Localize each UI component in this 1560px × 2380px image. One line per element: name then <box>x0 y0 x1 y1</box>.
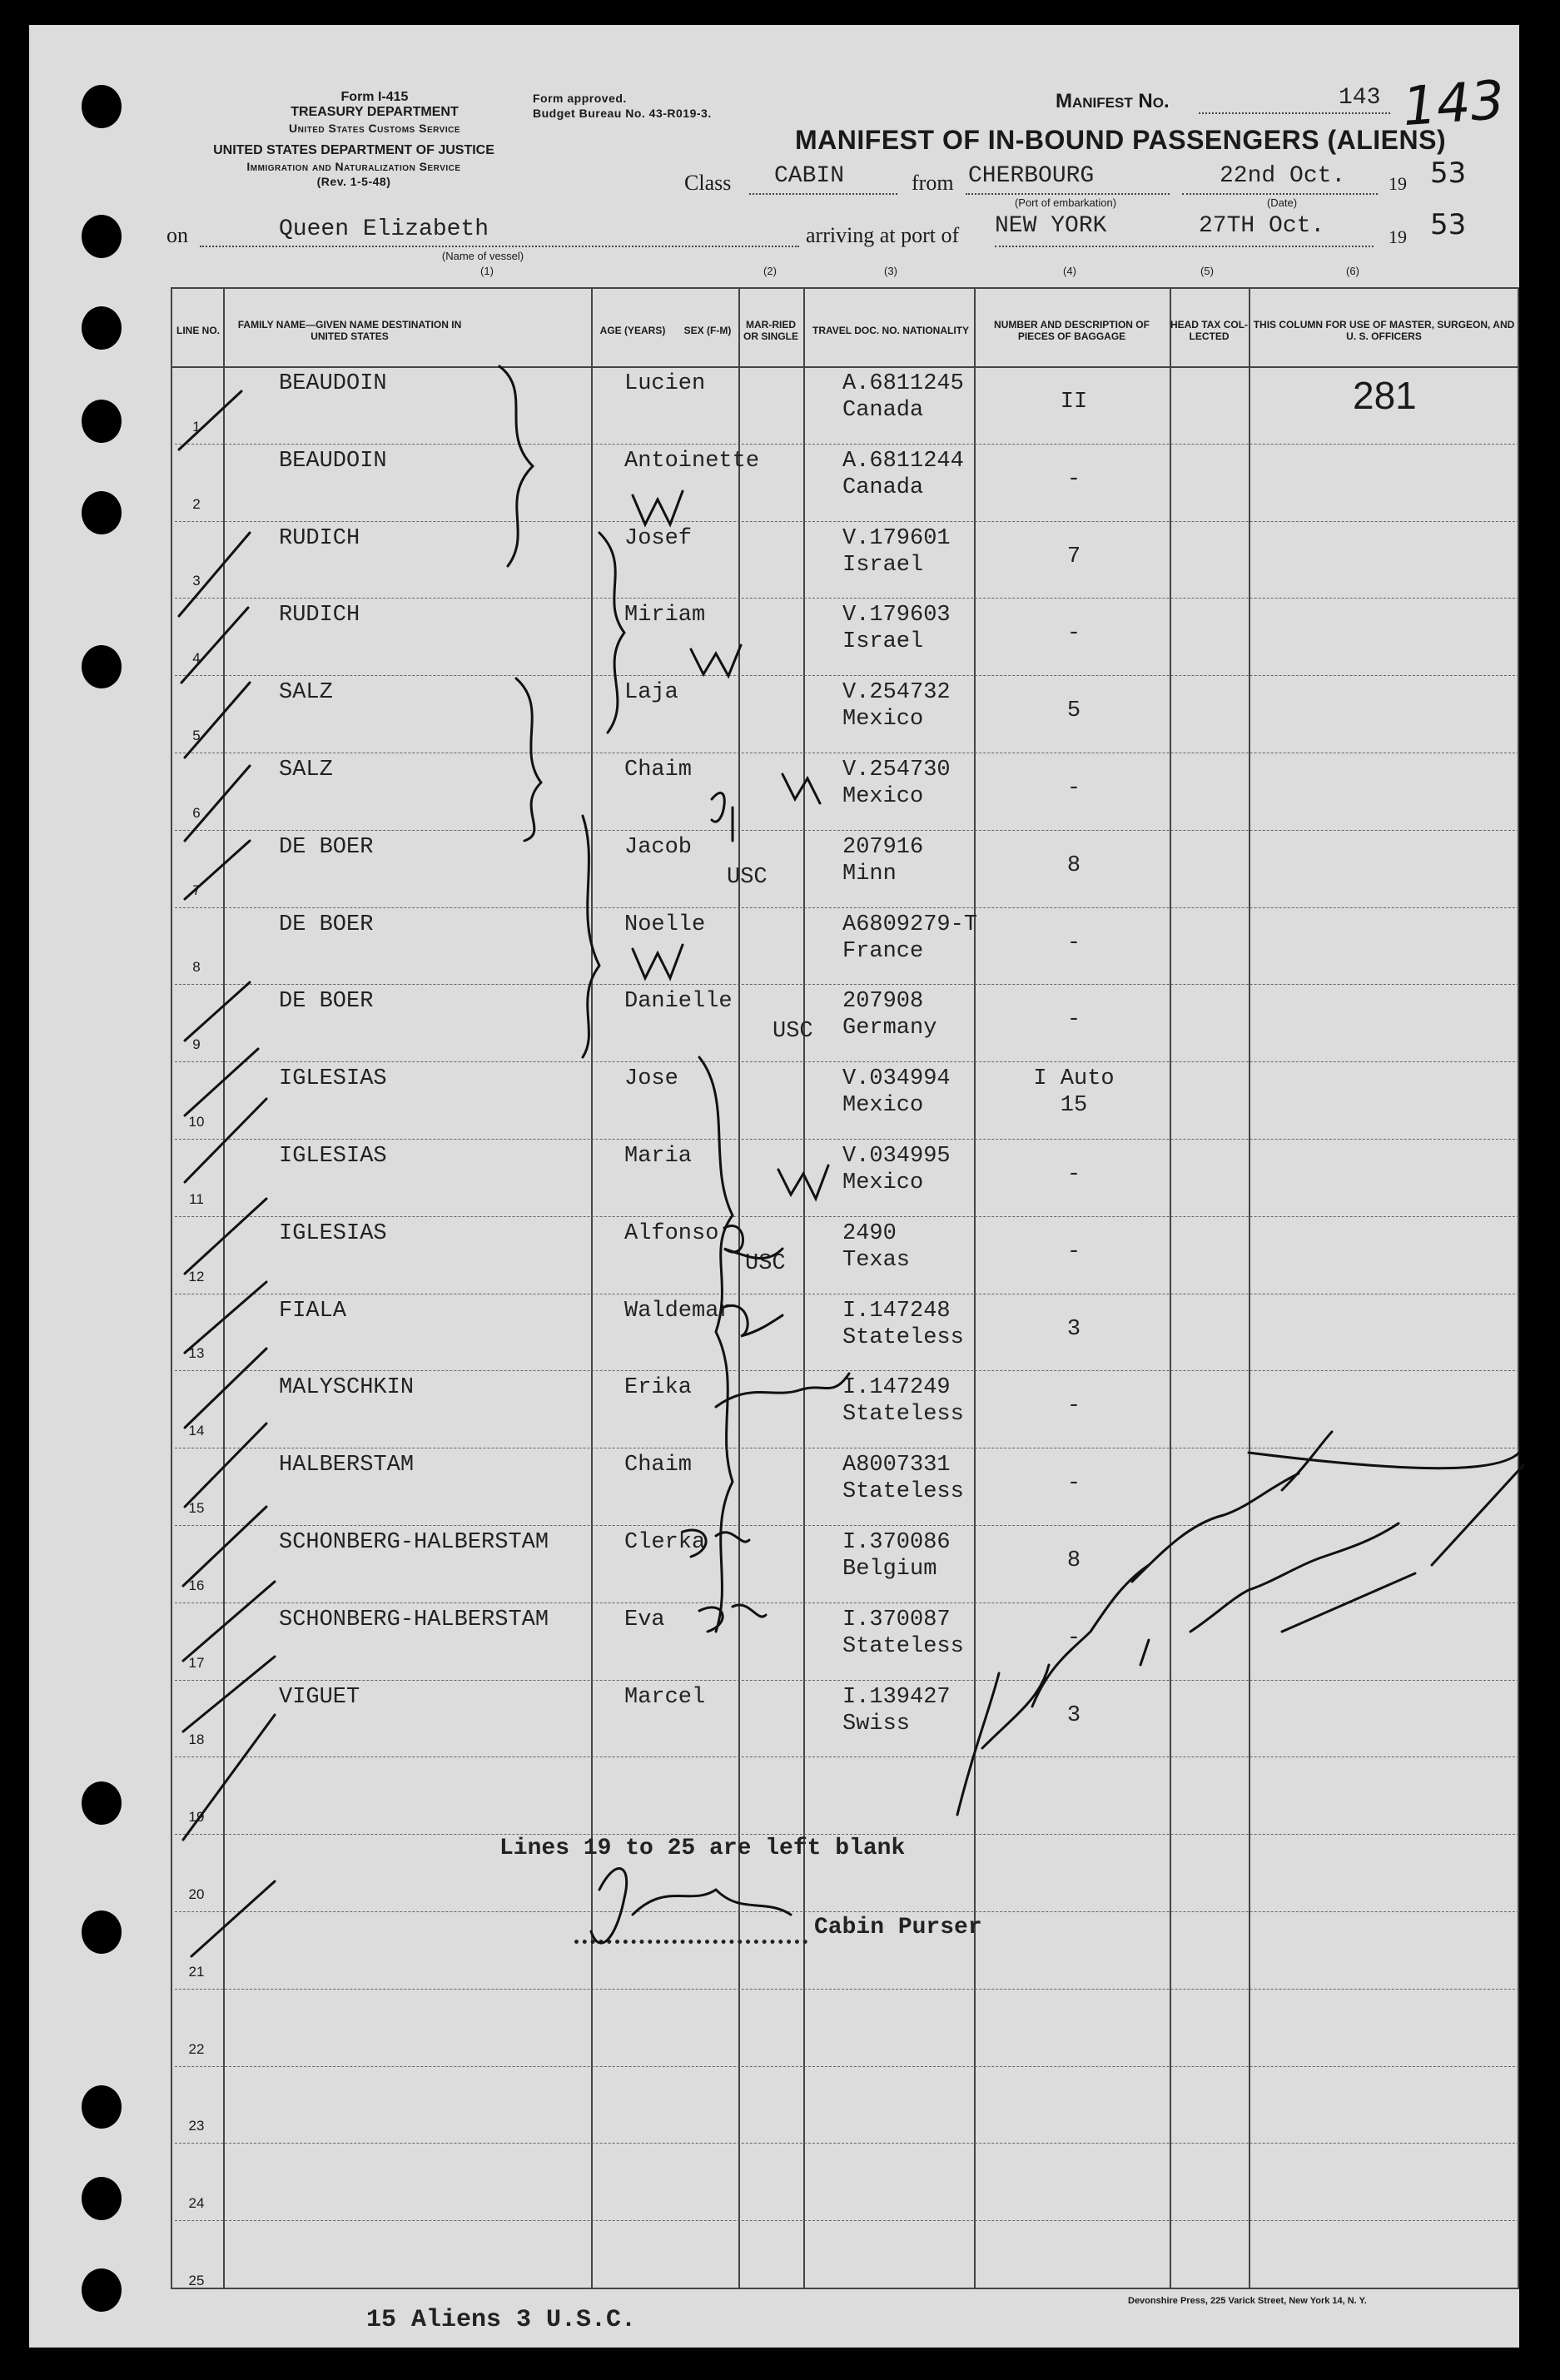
passenger-given-name: Josef <box>624 525 693 551</box>
travel-doc-number: I.370087 <box>842 1607 951 1632</box>
arrival-port: NEW YORK <box>995 213 1107 239</box>
passenger-given-name: Chaim <box>624 1453 693 1478</box>
col-header-name: FAMILY NAME—GIVEN NAME DESTINATION IN UNITED STATES <box>237 319 462 342</box>
line-number: 15 <box>188 1500 205 1516</box>
baggage-count: - <box>1066 1239 1081 1265</box>
passenger-given-name: Laja <box>624 680 678 706</box>
year-prefix-2: 19 <box>1389 226 1407 247</box>
passenger-family-name: VIGUET <box>279 1684 360 1710</box>
vessel-caption: (Name of vessel) <box>441 250 524 262</box>
blank-lines-note: Lines 19 to 25 are left blank <box>499 1836 906 1861</box>
nationality: Stateless <box>842 1324 964 1350</box>
passenger-given-name: Maria <box>624 1144 693 1169</box>
nationality: Texas <box>842 1247 911 1273</box>
baggage-count: 8 <box>1066 852 1081 878</box>
baggage-count: - <box>1066 1471 1081 1497</box>
passenger-given-name: Waldemar <box>624 1298 733 1324</box>
nationality: Israel <box>842 552 924 578</box>
line-number: 24 <box>188 2195 205 2212</box>
citizen-marker: USC <box>745 1250 786 1276</box>
travel-doc-number: V.254730 <box>842 758 951 783</box>
arriving-label: arriving at port of <box>806 223 960 247</box>
nationality: Stateless <box>842 1633 964 1659</box>
manifest-number-handwritten: 143 <box>1400 69 1507 139</box>
line-number: 9 <box>192 1036 201 1053</box>
passenger-family-name: DE BOER <box>279 989 374 1015</box>
travel-doc-number: 2490 <box>842 1220 897 1246</box>
baggage-count: - <box>1066 621 1081 647</box>
baggage-count: - <box>1066 776 1081 801</box>
nationality: Stateless <box>842 1479 964 1505</box>
passenger-given-name: Miriam <box>624 603 706 629</box>
passenger-family-name: SALZ <box>279 680 333 706</box>
col-header-sex: SEX (F-M) <box>683 325 732 336</box>
line-number: 2 <box>192 495 201 512</box>
line-number: 7 <box>192 882 201 898</box>
nationality: Swiss <box>842 1711 911 1737</box>
from-label: from <box>912 171 954 195</box>
vessel-name: Queen Elizabeth <box>279 216 489 242</box>
passenger-given-name: Jose <box>624 1066 678 1092</box>
line-number: 1 <box>192 418 201 435</box>
customs-service: United States Customs Service <box>288 122 460 135</box>
line-number: 22 <box>188 2040 205 2057</box>
passenger-family-name: BEAUDOIN <box>279 448 387 474</box>
passenger-given-name: Danielle <box>624 989 733 1015</box>
passenger-given-name: Marcel <box>624 1684 706 1710</box>
passenger-given-name: Eva <box>624 1607 665 1632</box>
nationality: Mexico <box>842 1093 924 1119</box>
nationality: Germany <box>842 1016 937 1041</box>
class-label: Class <box>684 171 732 195</box>
col-num-3: (3) <box>884 265 897 277</box>
col-header-married: MAR-RIED OR SINGLE <box>743 319 798 342</box>
baggage-count: 7 <box>1066 544 1081 569</box>
on-label: on <box>166 223 188 247</box>
passenger-family-name: BEAUDOIN <box>279 371 387 396</box>
passenger-family-name: HALBERSTAM <box>279 1453 415 1478</box>
line-number: 21 <box>188 1963 205 1980</box>
travel-doc-number: I.147249 <box>842 1375 951 1401</box>
passenger-family-name: DE BOER <box>279 834 374 860</box>
citizen-marker: USC <box>773 1019 813 1045</box>
travel-doc-number: V.254732 <box>842 680 951 706</box>
passenger-given-name: Noelle <box>624 912 706 937</box>
line-number: 13 <box>188 1345 205 1362</box>
col-header-baggage: NUMBER AND DESCRIPTION OF PIECES OF BAGGAGE <box>994 319 1150 342</box>
baggage-count: 3 <box>1066 1702 1081 1728</box>
baggage-count: - <box>1066 1162 1081 1187</box>
nationality: Belgium <box>842 1557 937 1582</box>
baggage-count: - <box>1066 1394 1081 1419</box>
baggage-count: - <box>1066 930 1081 956</box>
baggage-count: 8 <box>1066 1548 1081 1573</box>
passenger-given-name: Alfonso <box>624 1220 719 1246</box>
baggage-count: 3 <box>1066 1316 1081 1342</box>
travel-doc-number: A6809279-T <box>842 912 978 937</box>
line-number: 23 <box>188 2118 205 2134</box>
line-number: 16 <box>188 1577 205 1593</box>
form-approved: Form approved. <box>533 92 627 105</box>
nationality: Canada <box>842 398 924 423</box>
line-number: 10 <box>188 1114 205 1130</box>
nationality: Stateless <box>842 1402 964 1428</box>
manifest-label: Manifest No. <box>1056 90 1170 112</box>
printer-credit: Devonshire Press, 225 Varick Street, New York 14, N. Y. <box>1128 2296 1367 2306</box>
passenger-family-name: DE BOER <box>279 912 374 937</box>
baggage-count: 5 <box>1066 698 1081 724</box>
revision: (Rev. 1-5-48) <box>316 175 391 188</box>
col-header-line: LINE NO. <box>176 325 220 336</box>
travel-doc-number: V.179603 <box>842 603 951 629</box>
travel-doc-number: I.139427 <box>842 1684 951 1710</box>
line-number: 11 <box>189 1190 204 1207</box>
travel-doc-number: 207916 <box>842 834 924 860</box>
travel-doc-number: A8007331 <box>842 1453 951 1478</box>
purser-label: Cabin Purser <box>814 1915 982 1940</box>
embarkation-date: 22nd Oct. <box>1220 163 1346 189</box>
nationality: Mexico <box>842 707 924 733</box>
nationality: Mexico <box>842 1170 924 1195</box>
line-number: 19 <box>188 1809 205 1826</box>
passenger-given-name: Antoinette <box>624 448 760 474</box>
line-number: 18 <box>188 1732 205 1748</box>
alien-total: 15 Aliens 3 U.S.C. <box>366 2306 637 2334</box>
col-header-age: AGE (YEARS) <box>599 325 666 336</box>
travel-doc-number: A.6811245 <box>842 371 964 396</box>
col-num-6: (6) <box>1346 265 1359 277</box>
line-number: 20 <box>188 1886 205 1902</box>
form-number: Form I-415 <box>340 90 409 104</box>
travel-doc-number: I.370086 <box>842 1530 951 1555</box>
col-header-doc: TRAVEL DOC. NO. NATIONALITY <box>812 325 969 336</box>
passenger-given-name: Clerka <box>624 1530 706 1555</box>
embarkation-port: CHERBOURG <box>968 163 1095 189</box>
passenger-family-name: RUDICH <box>279 525 360 551</box>
citizen-marker: USC <box>727 864 768 890</box>
arrival-year-handwritten: 53 <box>1430 208 1467 241</box>
class-value: CABIN <box>774 163 845 189</box>
passenger-family-name: IGLESIAS <box>279 1144 387 1169</box>
port-caption: (Port of embarkation) <box>1014 196 1117 209</box>
col-num-5: (5) <box>1200 265 1214 277</box>
travel-doc-number: 207908 <box>842 989 924 1015</box>
col-num-1: (1) <box>480 265 494 277</box>
line-number: 14 <box>188 1423 205 1439</box>
travel-doc-number: I.147248 <box>842 1298 951 1324</box>
passenger-family-name: RUDICH <box>279 603 360 629</box>
nationality: Canada <box>842 475 924 500</box>
manifest-number: 143 <box>1339 85 1381 111</box>
baggage-count: - <box>1066 1007 1081 1033</box>
passenger-given-name: Erika <box>624 1375 693 1401</box>
col-header-tax: HEAD TAX COL-LECTED <box>1170 319 1249 342</box>
manifest-title: MANIFEST OF IN-BOUND PASSENGERS (ALIENS) <box>795 125 1447 155</box>
treasury-department: TREASURY DEPARTMENT <box>291 105 459 119</box>
passenger-family-name: SALZ <box>279 758 333 783</box>
travel-doc-number: A.6811244 <box>842 448 964 474</box>
nationality: France <box>842 938 924 964</box>
line-number: 3 <box>192 573 201 589</box>
passenger-family-name: IGLESIAS <box>279 1066 387 1092</box>
date-caption: (Date) <box>1266 196 1298 209</box>
line-number: 4 <box>192 650 201 667</box>
budget-bureau: Budget Bureau No. 43-R019-3. <box>533 107 712 120</box>
line-number: 8 <box>192 959 201 976</box>
nationality: Israel <box>842 629 924 655</box>
travel-doc-number: V.034994 <box>842 1066 951 1092</box>
passenger-given-name: Chaim <box>624 758 693 783</box>
line-number: 12 <box>188 1268 205 1284</box>
line-number: 5 <box>192 728 201 743</box>
year-handwritten: 53 <box>1430 157 1467 190</box>
passenger-family-name: SCHONBERG-HALBERSTAM <box>279 1530 549 1555</box>
nationality: Minn <box>842 861 897 887</box>
nationality: Mexico <box>842 784 924 809</box>
officer-note: 281 <box>1353 374 1417 417</box>
baggage-count: - <box>1066 1625 1081 1651</box>
col-num-2: (2) <box>763 265 777 277</box>
travel-doc-number: V.179601 <box>842 525 951 551</box>
travel-doc-number: V.034995 <box>842 1144 951 1169</box>
line-number: 6 <box>192 804 201 821</box>
year-prefix: 19 <box>1389 173 1407 194</box>
baggage-count: - <box>1066 466 1081 492</box>
passenger-family-name: FIALA <box>279 1298 347 1324</box>
passenger-family-name: SCHONBERG-HALBERSTAM <box>279 1607 549 1632</box>
line-number: 25 <box>188 2273 205 2288</box>
col-header-officers: THIS COLUMN FOR USE OF MASTER, SURGEON, AND U. S. OFFICERS <box>1253 319 1515 342</box>
baggage-count-2: 15 <box>1060 1093 1088 1119</box>
baggage-count: I Auto <box>1033 1066 1115 1092</box>
baggage-count: II <box>1060 390 1088 415</box>
passenger-given-name: Jacob <box>624 834 693 860</box>
passenger-given-name: Lucien <box>624 371 706 396</box>
col-num-4: (4) <box>1063 265 1076 277</box>
passenger-family-name: MALYSCHKIN <box>279 1375 415 1401</box>
immigration-service: Immigration and Naturalization Service <box>246 160 461 173</box>
arrival-date: 27TH Oct. <box>1199 213 1325 239</box>
line-number: 17 <box>188 1654 205 1671</box>
passenger-family-name: IGLESIAS <box>279 1220 387 1246</box>
justice-department: UNITED STATES DEPARTMENT OF JUSTICE <box>213 143 494 157</box>
